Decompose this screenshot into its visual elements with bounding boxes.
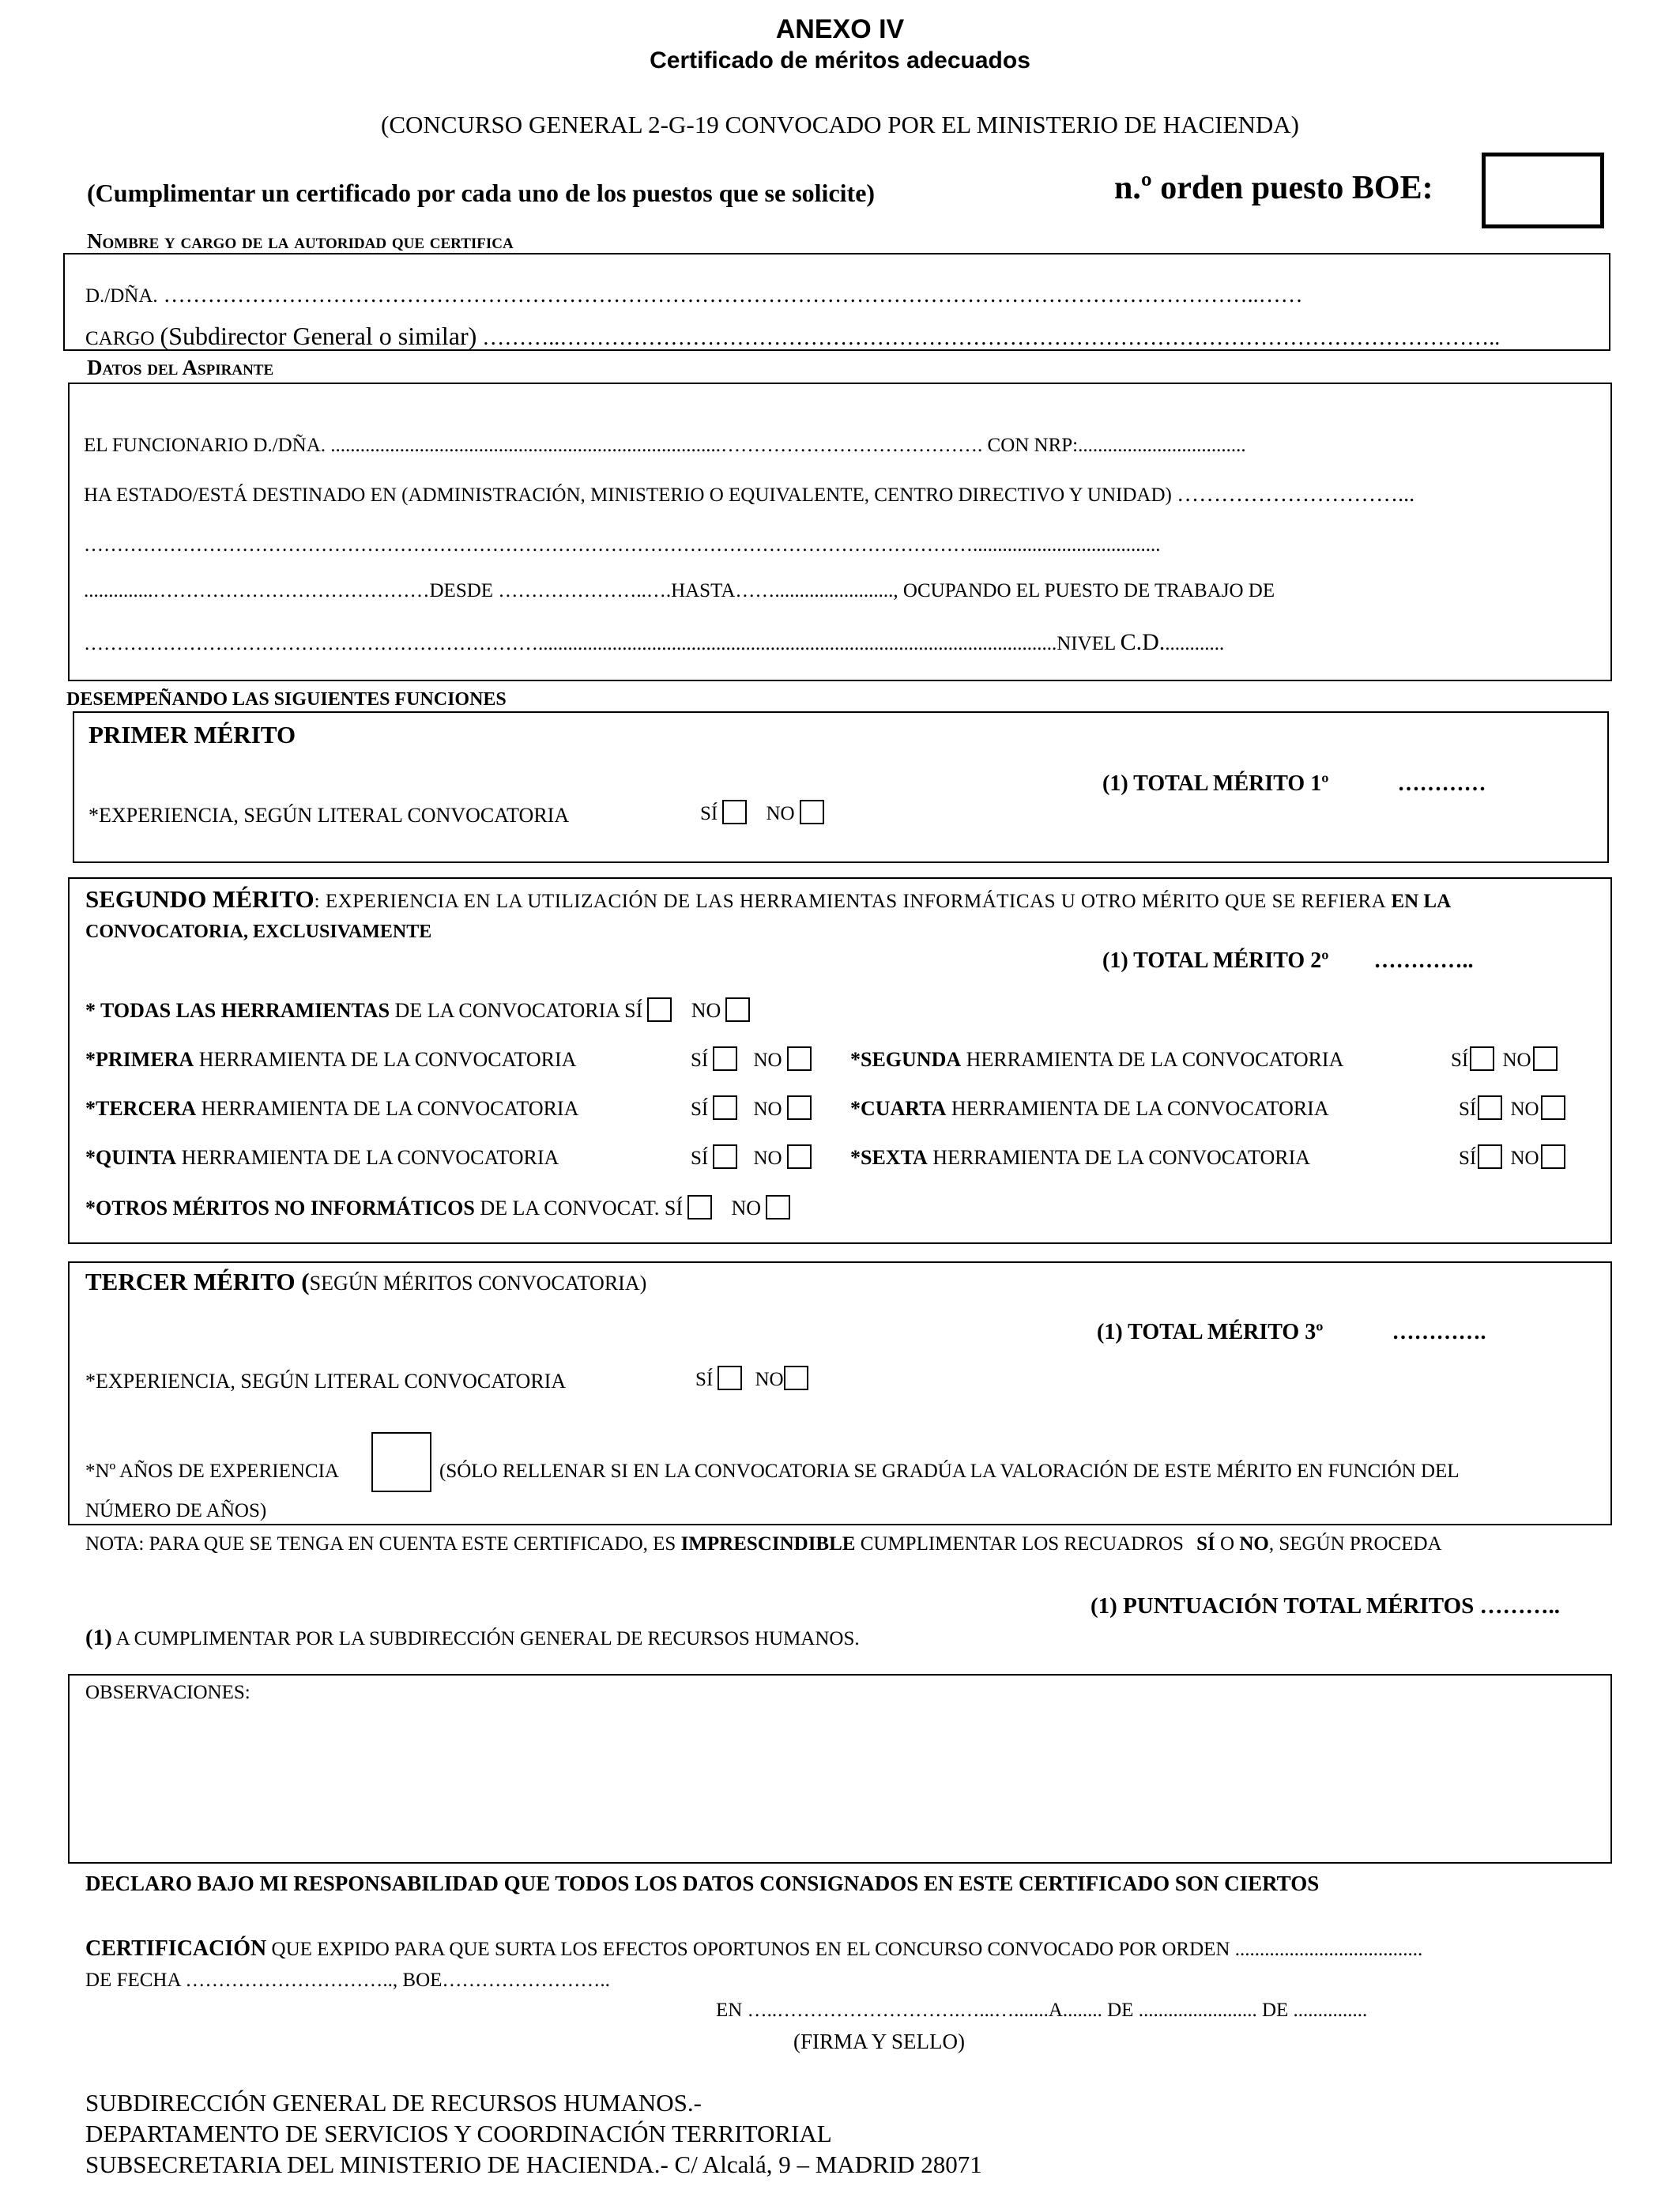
merit3-experience-label: *EXPERIENCIA, SEGÚN LITERAL CONVOCATORIA [85, 1370, 567, 1393]
place-date-line[interactable]: EN …..……………………….…...….......A........ DE ........................ DE ............... [716, 2000, 1368, 2021]
merit3-title-row [85, 1268, 646, 1296]
nivel-label: NIVEL [1057, 633, 1116, 654]
others-si-checkbox[interactable] [687, 1195, 712, 1220]
destination-label: HA ESTADO/ESTÁ DESTINADO EN (ADMINISTRACIÓN, MINISTERIO O EQUIVALENTE, CENTRO DIRECTIVO Y UNIDAD) [84, 484, 1172, 506]
applicant-name-line[interactable] [84, 435, 1246, 457]
position-field[interactable]: ……………………………………………………………......................................................................................................... [84, 633, 1057, 654]
observations-label: OBSERVACIONES: [85, 1682, 250, 1703]
tool2-rest: HERRAMIENTA DE LA CONVOCATORIA [966, 1048, 1344, 1071]
merit2-tool1-options [691, 1046, 812, 1072]
ocupando-label: OCUPANDO EL PUESTO DE TRABAJO DE [902, 580, 1275, 601]
merit1-total [1102, 771, 1486, 797]
others-no-label: NO [731, 1197, 762, 1220]
observations-box[interactable] [68, 1674, 1612, 1864]
order-number-label: n.º orden puesto BOE: [1114, 170, 1433, 206]
merit2-tool2-options [1451, 1046, 1558, 1072]
tool2-no-label: NO [1502, 1050, 1531, 1071]
merit2-total-label: (1) TOTAL MÉRITO 2º [1102, 948, 1329, 973]
merit2-tool2-row [850, 1048, 1343, 1072]
tool1-si-checkbox[interactable] [713, 1046, 737, 1071]
merit1-title: PRIMER MÉRITO [89, 721, 296, 748]
functions-heading: DESEMPEÑANDO LAS SIGUIENTES FUNCIONES [66, 689, 507, 710]
order-number-box[interactable] [1482, 153, 1604, 228]
merit2-title: SEGUNDO MÉRITO [85, 885, 315, 913]
merit1-total-field[interactable]: ………… [1397, 771, 1486, 796]
tool6-si-label: SÍ [1459, 1148, 1477, 1169]
destination-field[interactable]: …………………………... [1177, 482, 1415, 507]
merit3-no-label: NO [755, 1369, 784, 1390]
merit2-all-no-label: NO [691, 999, 721, 1022]
tool3-no-label: NO [753, 1099, 782, 1120]
merit3-years-note-cont: NÚMERO DE AÑOS) [85, 1500, 267, 1521]
tool3-no-checkbox[interactable] [787, 1095, 812, 1120]
certification-text: QUE EXPIDO PARA QUE SURTA LOS EFECTOS OPORTUNOS EN EL CONCURSO CONVOCADO POR ORDEN [271, 1939, 1230, 1960]
tool1-no-checkbox[interactable] [787, 1046, 812, 1071]
merit2-all-no-checkbox[interactable] [725, 997, 750, 1022]
note-bold: IMPRESCINDIBLE [680, 1533, 856, 1555]
nrp-label: CON NRP: [987, 435, 1079, 456]
note-suffix: , SEGÚN PROCEDA [1268, 1533, 1442, 1555]
certification-line [85, 1936, 1422, 1962]
tool1-label: *PRIMERA [85, 1048, 194, 1071]
tool3-si-label: SÍ [691, 1099, 709, 1120]
merit3-no-checkbox[interactable] [784, 1366, 808, 1390]
note-prefix: NOTA: PARA QUE SE TENGA EN CUENTA ESTE CERTIFICADO, ES [85, 1533, 676, 1555]
merit3-options [695, 1366, 808, 1391]
merit3-total [1097, 1320, 1486, 1345]
total-points-field[interactable]: ……….. [1479, 1593, 1561, 1619]
instruction-text: (Cumplimentar un certificado por cada uno de los puestos que se solicite) [87, 179, 876, 207]
others-rest: DE LA CONVOCAT. [480, 1197, 660, 1220]
merit2-title-row [85, 885, 1451, 914]
merit3-experience-row [85, 1369, 566, 1394]
tool3-rest: HERRAMIENTA DE LA CONVOCATORIA [201, 1097, 579, 1120]
total-points [1090, 1593, 1560, 1619]
certification-order-field[interactable]: ...................................... [1234, 1939, 1423, 1960]
applicant-name-label: EL FUNCIONARIO D./DÑA. [84, 435, 326, 456]
certification-date-line[interactable]: DE FECHA ………………………….., BOE…………………….. [85, 1970, 610, 1991]
annex-title: ANEXO IV [775, 14, 905, 44]
merit2-description-cont: CONVOCATORIA, EXCLUSIVAMENTE [85, 922, 432, 942]
authority-cargo-label: CARGO [85, 328, 155, 349]
tool5-no-label: NO [753, 1148, 782, 1169]
merit2-others-row [85, 1195, 790, 1220]
hasta-label: HASTA [671, 580, 736, 601]
tool4-si-checkbox[interactable] [1478, 1095, 1502, 1120]
merit2-tool3-row [85, 1097, 578, 1121]
others-no-checkbox[interactable] [766, 1195, 790, 1220]
merit2-tool6-row [850, 1146, 1310, 1170]
merit2-all-tools-label: * TODAS LAS HERRAMIENTAS [85, 999, 390, 1022]
tool5-no-checkbox[interactable] [787, 1144, 812, 1169]
merit3-total-label: (1) TOTAL MÉRITO 3º [1097, 1320, 1324, 1344]
tool6-no-label: NO [1510, 1148, 1539, 1169]
merit1-no-label: NO [766, 803, 795, 824]
desde-label: DESDE [429, 580, 494, 601]
destination-line[interactable] [84, 482, 1414, 507]
note-line [85, 1533, 1442, 1555]
note-no: NO [1239, 1533, 1269, 1555]
merit3-total-field[interactable]: …………. [1392, 1320, 1486, 1344]
merit2-tool4-row [850, 1097, 1329, 1121]
tool6-no-checkbox[interactable] [1541, 1144, 1565, 1169]
merit3-years-row [85, 1461, 339, 1483]
tool1-si-label: SÍ [691, 1050, 709, 1071]
tool5-label: *QUINTA [85, 1146, 177, 1169]
tool1-no-label: NO [753, 1050, 782, 1071]
merit2-tool1-row [85, 1048, 576, 1072]
contest-title: (CONCURSO GENERAL 2-G-19 CONVOCADO POR EL MINISTERIO DE HACIENDA) [381, 111, 1299, 138]
merit3-years-note: (SÓLO RELLENAR SI EN LA CONVOCATORIA SE GRADÚA LA VALORACIÓN DE ESTE MÉRITO EN FUNCIÓN DEL [439, 1461, 1460, 1482]
merit1-experience-label: *EXPERIENCIA, SEGÚN LITERAL CONVOCATORIA [89, 804, 570, 827]
destination-continuation[interactable]: ………………………………………………………………………………………………………………………...................................... [84, 534, 1161, 556]
authority-cargo-line[interactable] [85, 322, 1500, 351]
total-points-label: (1) PUNTUACIÓN TOTAL MÉRITOS [1090, 1593, 1475, 1619]
certification-bold: CERTIFICACIÓN [85, 1936, 267, 1961]
footer-line-1: SUBDIRECCIÓN GENERAL DE RECURSOS HUMANOS.- [85, 2089, 702, 2117]
footnote-text: A CUMPLIMENTAR POR LA SUBDIRECCIÓN GENERAL DE RECURSOS HUMANOS. [115, 1628, 860, 1649]
tool5-si-checkbox[interactable] [713, 1144, 737, 1169]
tool6-rest: HERRAMIENTA DE LA CONVOCATORIA [932, 1146, 1311, 1169]
merit1-si-checkbox[interactable] [722, 800, 747, 824]
merit1-si-label: SÍ [700, 803, 718, 824]
document-subtitle: Certificado de méritos adecuados [650, 47, 1030, 74]
tool4-no-checkbox[interactable] [1541, 1095, 1565, 1120]
merit3-si-label: SÍ [695, 1369, 714, 1390]
hasta-field[interactable]: ……........................, [735, 580, 898, 601]
tool5-si-label: SÍ [691, 1148, 709, 1169]
tool2-si-checkbox[interactable] [1470, 1046, 1494, 1071]
footer-line-3: SUBSECRETARIA DEL MINISTERIO DE HACIENDA.- C/ Alcalá, 9 – MADRID 28071 [85, 2151, 982, 2178]
nrp-field[interactable]: .................................. [1078, 435, 1246, 456]
merit1-total-label: (1) TOTAL MÉRITO 1º [1102, 771, 1329, 796]
cd-label: C.D. [1120, 629, 1166, 655]
merit2-all-si-label: SÍ [624, 999, 643, 1022]
footnote-number: (1) [85, 1625, 112, 1650]
merit2-tool5-options [691, 1144, 812, 1170]
merit3-years-label: *Nº AÑOS DE EXPERIENCIA [85, 1461, 339, 1482]
merit2-all-tools-row [85, 997, 750, 1023]
merit1-no-checkbox[interactable] [800, 800, 824, 824]
tool4-si-label: SÍ [1459, 1099, 1477, 1120]
tool4-label: *CUARTA [850, 1097, 947, 1120]
tool6-label: *SEXTA [850, 1146, 928, 1169]
merit2-total-field[interactable]: ………….. [1373, 948, 1474, 973]
cd-field[interactable]: ............ [1165, 633, 1225, 654]
tool3-si-checkbox[interactable] [713, 1095, 737, 1120]
merit3-title: TERCER MÉRITO ( [85, 1268, 310, 1295]
tool4-no-label: NO [1510, 1099, 1539, 1120]
dates-line[interactable] [84, 580, 1275, 602]
merit2-total [1102, 948, 1473, 974]
authority-heading: Nombre y cargo de la autoridad que certifica [87, 229, 514, 253]
signature-label: (FIRMA Y SELLO) [793, 2030, 966, 2053]
tool4-rest: HERRAMIENTA DE LA CONVOCATORIA [951, 1097, 1329, 1120]
others-si-label: SÍ [664, 1197, 684, 1220]
merit3-years-input[interactable] [371, 1432, 431, 1492]
authority-name-line[interactable] [85, 283, 1303, 308]
authority-name-field[interactable]: …………………………………………………………………………………………………………………………………..…… [163, 283, 1303, 307]
merit2-tool5-row [85, 1146, 559, 1170]
merit2-all-tools-rest: DE LA CONVOCATORIA [394, 999, 620, 1022]
tool5-rest: HERRAMIENTA DE LA CONVOCATORIA [181, 1146, 559, 1169]
merit2-description-bold: EN LA [1391, 891, 1452, 912]
merit3-title-rest: SEGÚN MÉRITOS CONVOCATORIA) [309, 1272, 647, 1295]
merit1-options [700, 800, 824, 825]
tool1-rest: HERRAMIENTA DE LA CONVOCATORIA [198, 1048, 577, 1071]
tool2-si-label: SÍ [1451, 1050, 1469, 1071]
note-middle: CUMPLIMENTAR LOS RECUADROS [860, 1533, 1184, 1555]
note-o: O [1220, 1533, 1235, 1555]
note-si: SÍ [1196, 1533, 1215, 1555]
merit2-tool6-options [1459, 1144, 1565, 1170]
authority-cargo-hint: (Subdirector General o similar) [160, 322, 477, 350]
footer-line-2: DEPARTAMENTO DE SERVICIOS Y COORDINACIÓN TERRITORIAL [85, 2120, 832, 2147]
applicant-name-field[interactable]: ...............................................................................…………………………………. [330, 435, 983, 456]
merit3-si-checkbox[interactable] [718, 1366, 742, 1390]
tool2-label: *SEGUNDA [850, 1048, 962, 1071]
position-line[interactable] [84, 629, 1224, 656]
declaration-text: DECLARO BAJO MI RESPONSABILIDAD QUE TODOS LOS DATOS CONSIGNADOS EN ESTE CERTIFICADO SON CIERTOS [85, 1872, 1320, 1895]
desde-field[interactable]: …………………..…. [498, 580, 672, 601]
tool2-no-checkbox[interactable] [1533, 1046, 1558, 1071]
merit2-all-si-checkbox[interactable] [647, 997, 672, 1022]
authority-name-label: D./DÑA. [85, 285, 158, 307]
merit2-description: : EXPERIENCIA EN LA UTILIZACIÓN DE LAS HERRAMIENTAS INFORMÁTICAS U OTRO MÉRITO QUE SE REFIERA [314, 891, 1387, 912]
authority-cargo-field[interactable]: ………..……………………………………………………………………………………………………………….. [482, 326, 1501, 350]
footnote-line [85, 1625, 860, 1651]
merit2-tool3-options [691, 1095, 812, 1121]
merit1-experience-row [89, 803, 569, 828]
tool6-si-checkbox[interactable] [1478, 1144, 1502, 1169]
tool3-label: *TERCERA [85, 1097, 197, 1120]
applicant-heading: Datos del Aspirante [87, 356, 274, 379]
others-label: *OTROS MÉRITOS NO INFORMÁTICOS [85, 1197, 475, 1220]
dates-start-field[interactable]: ..............…………………………………… [84, 580, 430, 601]
merit2-tool4-options [1459, 1095, 1565, 1121]
